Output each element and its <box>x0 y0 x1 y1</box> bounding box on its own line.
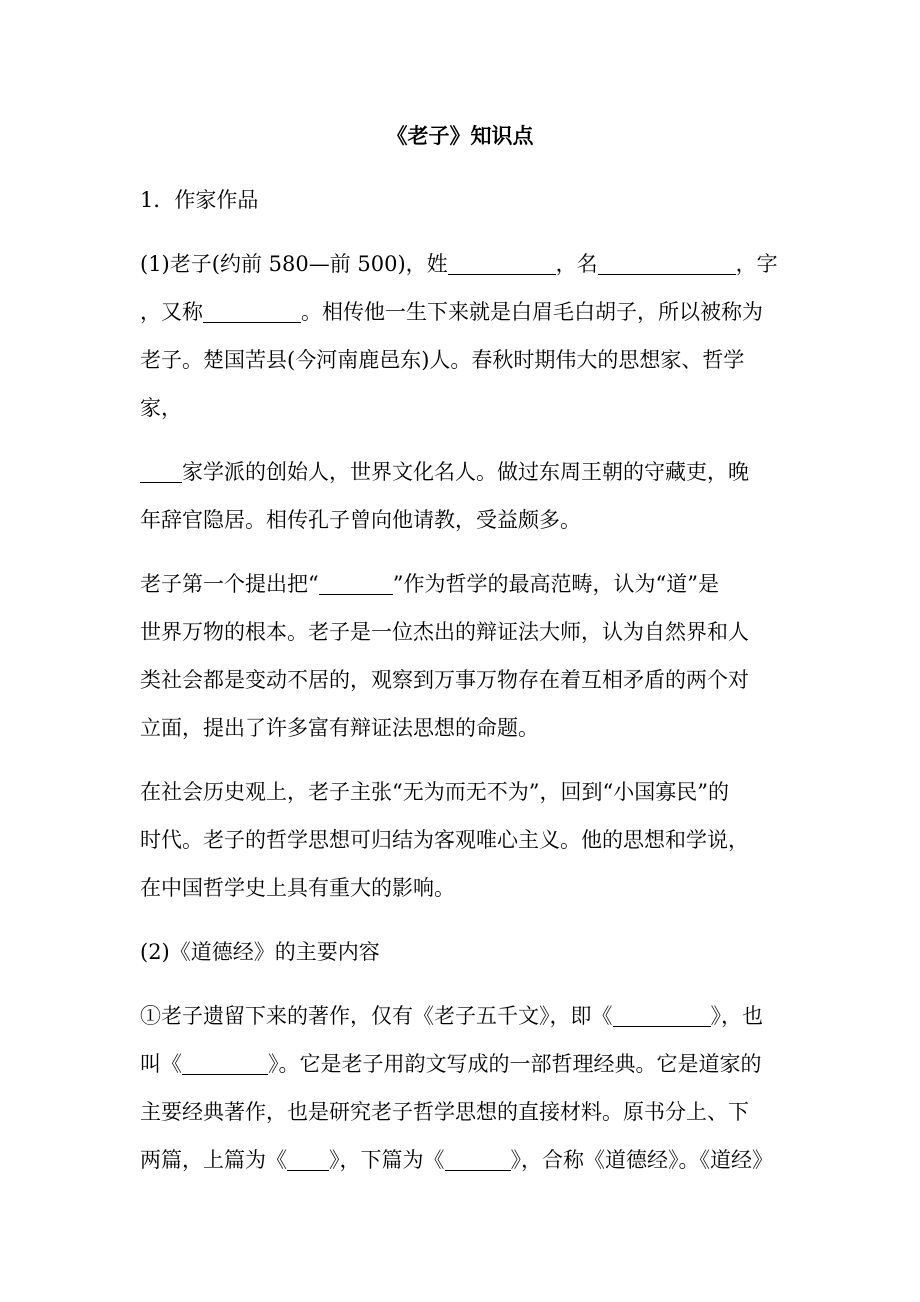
page-title: 《老子》知识点 <box>386 123 534 148</box>
text-line: 世界万物的根本。老子是一位杰出的辩证法大师，认为自然界和人 <box>140 620 749 644</box>
text-line: 老子。楚国苦县(今河南鹿邑东)人。春秋时期伟大的思想家、哲学 <box>140 348 745 372</box>
text-line: 叫《 》。它是老子用韵文写成的一部哲理经典。它是道家的 <box>140 1046 762 1082</box>
fill-blank-book-alias <box>182 1048 268 1075</box>
fill-blank-book-name <box>613 1000 711 1027</box>
text-line: 家， <box>140 396 182 420</box>
text-line: 主要经典著作，也是研究老子哲学思想的直接材料。原书分上、下 <box>140 1100 749 1124</box>
text-line: 年辞官隐居。相传孔子曾向他请教，受益颇多。 <box>140 508 581 532</box>
text-line: ，又称 。相传他一生下来就是白眉毛白胡子，所以被称为 <box>140 294 763 330</box>
text-line: 立面，提出了许多富有辩证法思想的命题。 <box>140 716 539 740</box>
text-line: 家学派的创始人，世界文化名人。做过东周王朝的守藏吏，晚 <box>140 454 749 490</box>
text-line: 类社会都是变动不居的，观察到万事万物存在着互相矛盾的两个对 <box>140 668 749 692</box>
text-line: 在中国哲学史上具有重大的影响。 <box>140 876 455 900</box>
fill-blank-alias <box>203 296 301 323</box>
fill-blank-surname <box>448 248 556 275</box>
fill-blank-given-name <box>598 248 736 275</box>
text-line: 在社会历史观上，老子主张“无为而无不为”，回到“小国寡民”的 <box>140 780 729 804</box>
section-heading-author-works: 1．作家作品 <box>140 188 259 212</box>
text-line: 时代。老子的哲学思想可归结为客观唯心主义。他的思想和学说， <box>140 828 749 852</box>
text-line: ①老子遗留下来的著作，仅有《老子五千文》，即《 》，也 <box>140 998 763 1034</box>
fill-blank-concept <box>319 568 393 595</box>
text-line: (1)老子(约前 580—前 500)，姓 ，名 ，字 <box>140 246 778 282</box>
text-line: 老子第一个提出把“ ”作为哲学的最高范畴，认为“道”是 <box>140 566 719 602</box>
fill-blank-upper-part <box>287 1144 329 1171</box>
fill-blank-lower-part <box>445 1144 511 1171</box>
text-line: 两篇，上篇为《 》，下篇为《 》，合称《道德经》。《道经》 <box>140 1142 773 1178</box>
fill-blank-school <box>140 456 182 483</box>
section-heading-daodejing: (2)《道德经》的主要内容 <box>140 940 380 964</box>
